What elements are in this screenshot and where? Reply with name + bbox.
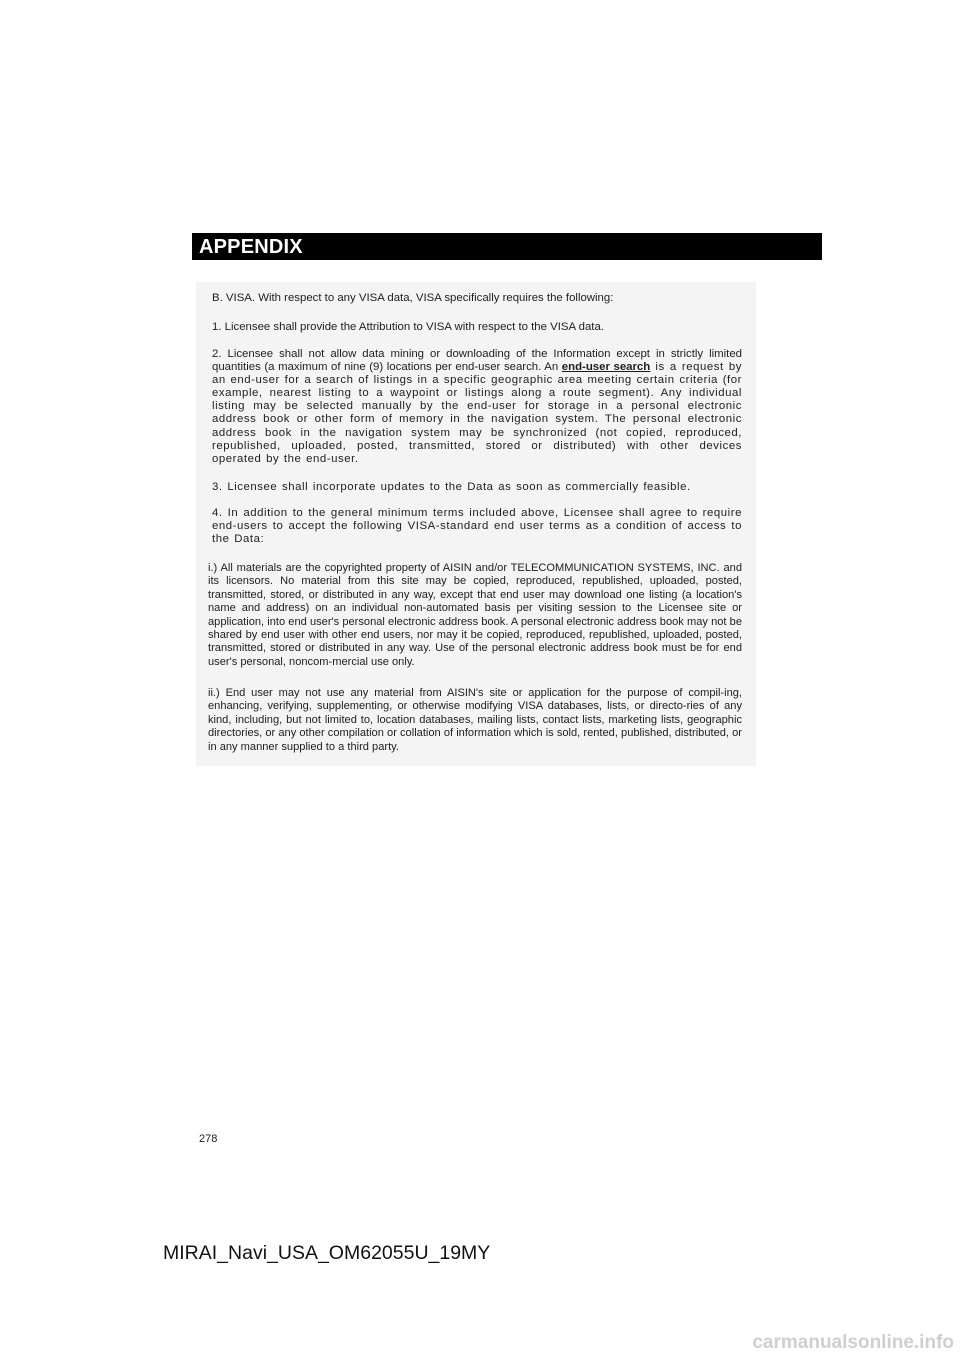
license-terms-panel bbox=[196, 282, 756, 766]
clause-4: 4. In addition to the general minimum terms included above, Licensee shall agree to require end-users to accept the following VISA-standard end user terms as a condition of access to the Data: bbox=[212, 507, 742, 546]
section-header-bar bbox=[192, 233, 822, 260]
document-code: MIRAI_Navi_USA_OM62055U_19MY bbox=[163, 1242, 491, 1264]
end-user-search-term: end-user search bbox=[561, 361, 651, 374]
site-watermark: carmanualsonline.info bbox=[752, 1332, 954, 1353]
clause-1: 1. Licensee shall provide the Attribution to VISA with respect to the VISA data. bbox=[212, 321, 604, 333]
clause-3: 3. Licensee shall incorporate updates to the Data as soon as commercially feasible. bbox=[212, 481, 691, 493]
section-title: APPENDIX bbox=[199, 236, 303, 258]
term-i: i.) All materials are the copyrighted property of AISIN and/or TELECOMMUNICATION SYSTEMS, INC. and its licensors. No material from this site may be copied, reproduced, republished, uploaded, posted, transmitted, stored, or distributed in any way, except that end user may download one listing (a location's name and address) on an individual non-automated basis per visiting session to the Licensee site or application, into end user's personal electronic address book. A personal electronic address book may not be shared by end user with other end users, nor may it be copied, reproduced, republished, uploaded, posted, transmitted, stored or distributed in any way. Use of the personal electronic address book must be for end user's personal, noncom-mercial use only. bbox=[208, 562, 742, 668]
page-number: 278 bbox=[199, 1133, 218, 1145]
clause-2-text-end: is a request by an end-user for a search of listings in a specific geographic area meeting certain criteria (for example, nearest listing to a waypoint or listings along a route segment). Any individual listing may be selected manually by the end-user for storage in a personal electronic address book or other form of memory in the navigation system. The personal electronic address book in the navigation system may be synchronized (not copied, reproduced, republished, uploaded, posted, transmitted, stored or distributed) with other devices operated by the end-user. bbox=[212, 361, 742, 465]
clause-intro: B. VISA. With respect to any VISA data, VISA specifically requires the following: bbox=[212, 292, 614, 304]
clause-2-text-start: 2. Licensee shall not allow data mining or downloading of the Information except in strictly limited quantities (a maximum of nine (9) locations per end-user search. An bbox=[212, 348, 742, 374]
term-ii: ii.) End user may not use any material from AISIN's site or application for the purpose of compil-ing, enhancing, verifying, supplementing, or otherwise modifying VISA databases, lists, or directo-ries of any kind, including, but not limited to, location databases, mailing lists, contact lists, marketing lists, geographic directories, or any other compilation or collation of information which is sold, rented, published, distributed, or in any manner supplied to a third party. bbox=[208, 687, 742, 753]
clause-2 bbox=[212, 348, 742, 466]
